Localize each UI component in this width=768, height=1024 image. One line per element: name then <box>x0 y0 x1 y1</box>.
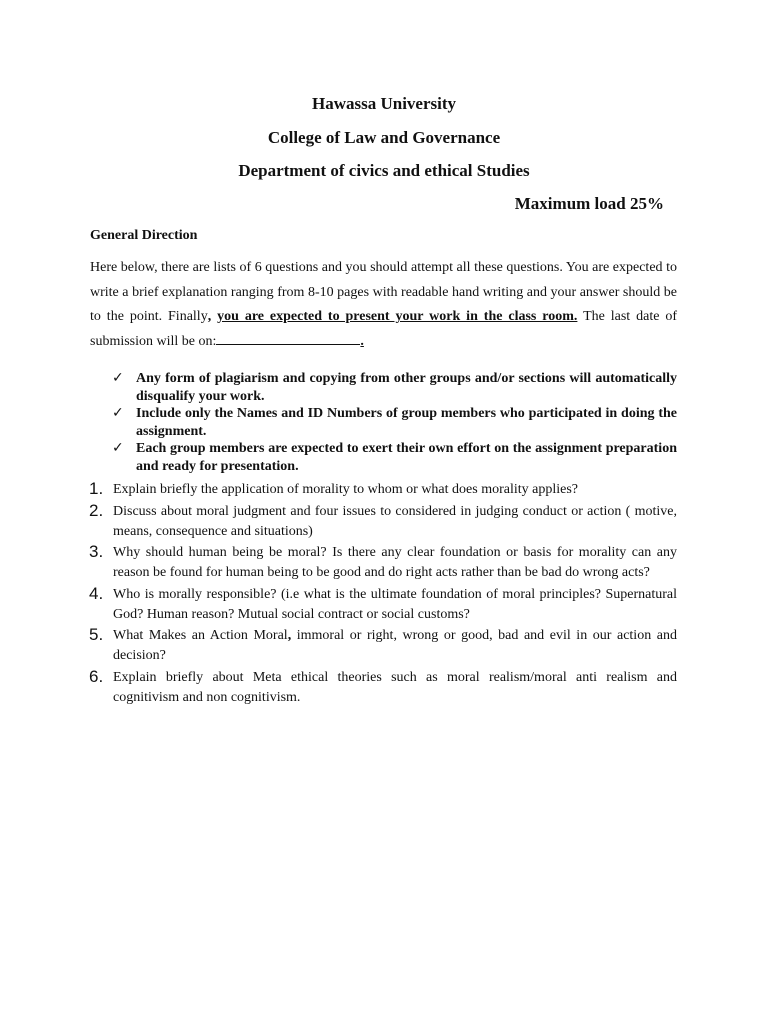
checkmark-icon: ✓ <box>112 405 124 421</box>
question-text: Explain briefly the application of morality to whom or what does morality applies? <box>113 482 578 497</box>
question-text: Who is morally responsible? (i.e what is the ultimate foundation of moral principles? Supernatural God? Human reason? Mutual social contract or social customs? <box>113 586 677 622</box>
direction-text-2: The last date of submission will be on: <box>90 309 678 349</box>
question-item <box>88 502 677 542</box>
question-bold-comma: , <box>287 628 292 644</box>
maximum-load: Maximum load 25% <box>514 194 664 213</box>
questions-list <box>88 480 677 710</box>
checkmark-icon: ✓ <box>112 440 124 456</box>
rule-text: Include only the Names and ID Numbers of group members who participated in doing the assignment. <box>136 406 677 439</box>
question-number: 5. <box>89 625 104 645</box>
general-direction-paragraph <box>90 256 677 354</box>
question-text: Why should human being be moral? Is there any clear foundation or basis for morality can any reason be found for human being to be good and do right acts rather than be bad do wrong acts? <box>113 545 677 581</box>
question-text: Explain briefly about Meta ethical theories such as moral realism/moral anti realism and cognitivism and non cognitivism. <box>113 669 677 705</box>
direction-text-1: Here below, there are lists of 6 questions and you should attempt all these questions. You are expected to write a brief explanation ranging from 8-10 pages with readable hand writing and your answer should be to the point. Finally <box>90 260 677 325</box>
rule-text: Each group members are expected to exert their own effort on the assignment preparation and ready for presentation. <box>136 441 677 474</box>
question-text-after: immoral or right, wrong or good, bad and evil in our action and decision? <box>113 628 677 664</box>
question-text <box>113 628 677 663</box>
university-title: Hawassa University <box>311 94 457 113</box>
question-text: Discuss about moral judgment and four issues to considered in judging conduct or action ( motive, means, consequence and situations) <box>113 503 677 539</box>
question-item <box>88 480 677 500</box>
question-number: 1. <box>89 479 104 498</box>
question-number: 4. <box>89 583 104 603</box>
department-title: Department of civics and ethical Studies <box>238 161 530 180</box>
question-number: 2. <box>89 500 104 520</box>
rule-item <box>112 370 677 405</box>
question-text-before: What Makes an Action Moral <box>113 628 288 644</box>
rule-item <box>112 440 677 475</box>
rule-text: Any form of plagiarism and copying from other groups and/or sections will automatically disqualify your work. <box>136 371 677 404</box>
question-item <box>88 626 677 666</box>
checkmark-icon: ✓ <box>112 370 124 386</box>
blank-end: . <box>360 333 364 349</box>
question-item <box>88 543 677 583</box>
rules-list <box>112 370 677 475</box>
question-item <box>88 668 677 708</box>
question-number: 3. <box>89 542 104 562</box>
question-number: 6. <box>89 666 104 686</box>
submission-date-blank <box>216 330 360 345</box>
general-direction-heading: General Direction <box>90 228 198 243</box>
question-item <box>88 585 677 625</box>
direction-emphasis: you are expected to present your work in the class room. <box>217 309 578 325</box>
rule-item <box>112 405 677 440</box>
direction-comma: , <box>207 309 218 325</box>
college-title: College of Law and Governance <box>267 128 501 147</box>
